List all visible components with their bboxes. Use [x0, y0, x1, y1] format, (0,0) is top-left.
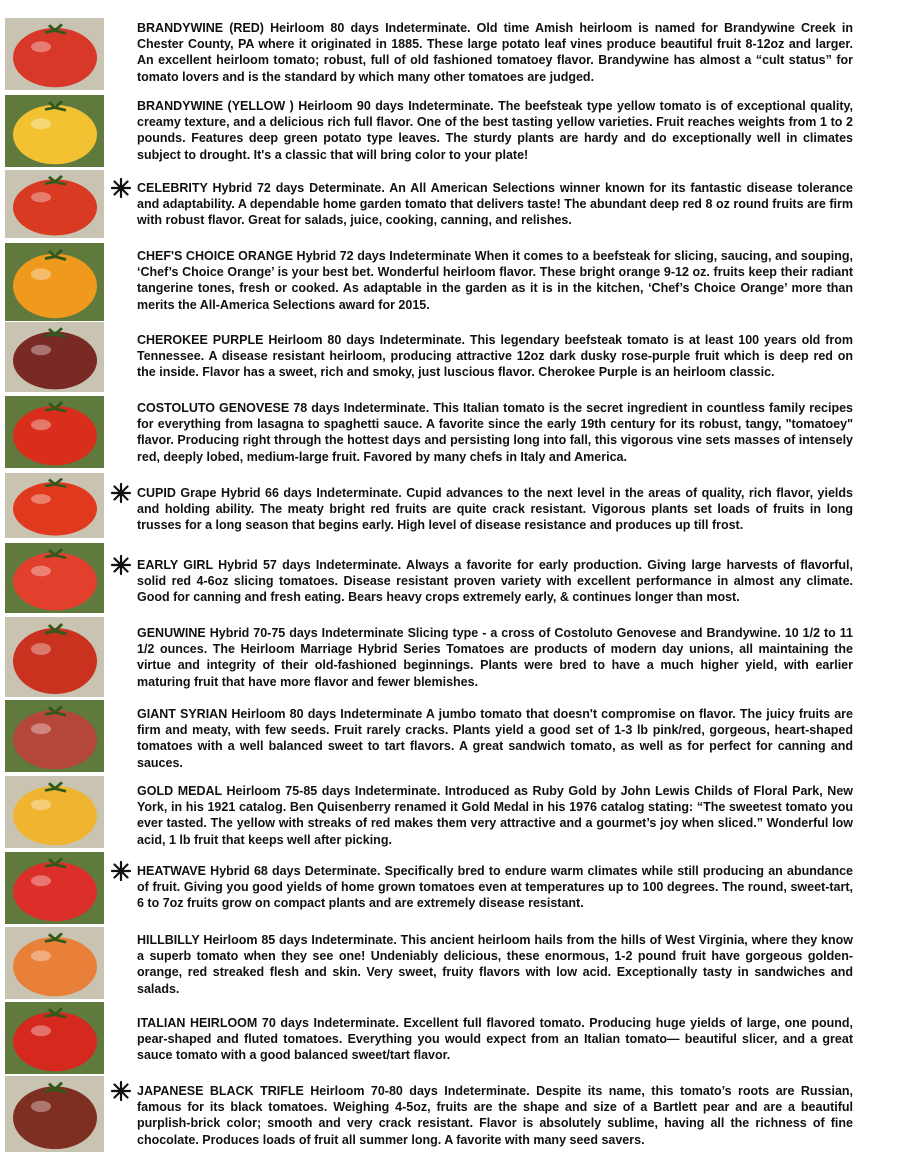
- tomato-photo: [5, 700, 104, 772]
- tomato-photo: [5, 1002, 104, 1074]
- variety-name: HEATWAVE: [137, 864, 206, 878]
- variety-name: EARLY GIRL: [137, 558, 213, 572]
- tomato-photo: [5, 95, 104, 167]
- variety-description: [137, 400, 853, 465]
- tomato-photo: [5, 543, 104, 613]
- variety-detail: Hybrid 72 days Determinate. An All American Selections winner known for its fantastic disease tolerance and adaptability. A dependable home garden tomato that delivers taste! The abundant deep red 8 oz round fruits are firm with robust flavor. Great for salads, juice, cooking, canning, and relishes.: [137, 181, 853, 228]
- variety-name: JAPANESE BLACK TRIFLE: [137, 1084, 304, 1098]
- variety-description: [137, 557, 853, 606]
- variety-detail: Heirloom 70-80 days Indeterminate. Despite its name, this tomato’s roots are Russian, famous for its black tomatoes. Weighing 4-5oz, fruits are the shape and size of a Bartlett pear and are a beautiful purplish-brick color; smooth and very crack resistant. Flavor is absolutely sublime, having all the richness of fine chocolate. Produces loads of fruit all summer long. A favorite with many seed savers.: [137, 1084, 854, 1147]
- variety-description: [137, 98, 853, 163]
- variety-name: HILLBILLY: [137, 933, 200, 947]
- variety-detail: Heirloom 85 days Indeterminate. This ancient heirloom hails from the hills of West Virginia, where they know a superb tomato when they see one! Undeniably delicious, these enormous, 1-2 pound fruit have gorgeous golden-orange, red streaked flesh and skin. Very sweet, fruity flavors with low acid. Exceptionally tasty in sandwiches and salads.: [137, 933, 853, 996]
- asterisk-icon: [110, 177, 132, 199]
- tomato-photo: [5, 617, 104, 697]
- variety-name: COSTOLUTO GENOVESE: [137, 401, 290, 415]
- variety-name: CELEBRITY: [137, 181, 208, 195]
- variety-detail: Heirloom 80 days Indeterminate. This legendary beefsteak tomato is at least 100 years old from Tennessee. A disease resistant heirloom, producing attractive 12oz dark dusky rose-purple fruit which is deep red on the inside. Flavor has a sweet, rich and smoky, just luscious flavor. Cherokee Purple is an heirloom classic.: [137, 333, 853, 380]
- variety-detail: 70 days Indeterminate. Excellent full flavored tomato. Producing huge yields of large, one pound, pear-shaped and fluted tomatoes. Everything you would expect from an Italian tomato— beautiful slicer, and a great sauce tomato with a good balanced sweet/tart flavor.: [137, 1016, 853, 1063]
- tomato-photo: [5, 473, 104, 538]
- variety-description: [137, 863, 853, 912]
- tomato-photo: [5, 170, 104, 238]
- variety-name: BRANDYWINE (RED): [137, 21, 264, 35]
- variety-description: [137, 1083, 853, 1148]
- asterisk-icon: [110, 1080, 132, 1102]
- variety-detail: Grape Hybrid 66 days Indeterminate. Cupid advances to the next level in the areas of quality, rich flavor, yields and holding ability. The meaty bright red fruits are quite crack resistant. Vigorous plants set loads of fruits in long trusses for a long season that begins early. High level of disease resistance and produces up till frost.: [137, 486, 853, 533]
- variety-detail: Heirloom 80 days Indeterminate. Old time Amish heirloom is named for Brandywine Creek in Chester County, PA where it originated in 1885. These large potato leaf vines produce beautiful fruit 8-12oz and larger. An excellent heirloom tomato; robust, full of old fashioned tomatoey flavor. Brandywine has almost a “cult status” for tomato lovers and is the standard by which many other tomatoes are judged.: [137, 21, 853, 84]
- variety-name: BRANDYWINE (YELLOW ): [137, 99, 294, 113]
- variety-name: GENUWINE: [137, 626, 206, 640]
- variety-description: [137, 485, 853, 534]
- asterisk-icon: [110, 860, 132, 882]
- variety-detail: Hybrid 72 days Indeterminate When it comes to a beefsteak for slicing, saucing, and souping, ‘Chef’s Choice Orange’ is your best bet. Wonderful heirloom flavor. These bright orange 9-12 oz. fruits keep their radiant tangerine tones, fresh or cooked. As adaptable in the garden as it is in the kitchen, ‘Chef’s Choice Orange’ more than merits the All-America Selections award for 2015.: [137, 249, 853, 312]
- tomato-photo: [5, 243, 104, 321]
- variety-detail: 78 days Indeterminate. This Italian tomato is the secret ingredient in countless family recipes for everything from lasagna to spaghetti sauce. A favorite since the early 19th century for its robust, tangy, "tomatoey" flavor. Producing right through the hottest days and persisting long into fall, this vigorous vine sets masses of intensely red, deeply lobed, medium-large fruit. Favored by many chefs in Italy and America.: [137, 401, 853, 464]
- variety-description: [137, 932, 853, 997]
- variety-detail: Heirloom 90 days Indeterminate. The beefsteak type yellow tomato is of exceptional quality, creamy texture, and a delicious rich full flavor. One of the best tasting yellow varieties. Fruit reaches weights from 1 to 2 pounds. Features deep green potato type leaves. The sturdy plants are hardy and do exceptionally well in climates subject to drought. It's a classic that will bring color to your plate!: [137, 99, 853, 162]
- variety-detail: Heirloom 80 days Indeterminate A jumbo tomato that doesn't compromise on flavor. The juicy fruits are firm and meaty, with few seeds. Fruit rarely cracks. Plants yield a good set of 1-3 lb pink/red, gorgeous, heart-shaped tomatoes with a well balanced sweet to tart flavors. A great sandwich tomato, as well as for perfect for canning and sauces.: [137, 707, 853, 770]
- variety-detail: Hybrid 57 days Indeterminate. Always a favorite for early production. Giving large harvests of flavorful, solid red 4-6oz slicing tomatoes. Disease resistant proven variety with excellent performance in almost any climate. Good for canning and fresh eating. Bears heavy crops extremely early, & continues longer than most.: [137, 558, 853, 605]
- tomato-photo: [5, 852, 104, 924]
- variety-description: [137, 248, 853, 313]
- tomato-photo: [5, 776, 104, 848]
- variety-name: CHEROKEE PURPLE: [137, 333, 264, 347]
- variety-name: GIANT SYRIAN: [137, 707, 228, 721]
- variety-name: GOLD MEDAL: [137, 784, 222, 798]
- variety-description: [137, 180, 853, 229]
- variety-detail: Hybrid 68 days Determinate. Specifically bred to endure warm climates while still producing an abundance of fruit. Giving you good yields of home grown tomatoes even at temperatures up to 100 degrees. The round, sweet-tart, 6 to 7oz fruits grow on compact plants and are extremely disease resistant.: [137, 864, 853, 911]
- asterisk-icon: [110, 482, 132, 504]
- variety-detail: Hybrid 70-75 days Indeterminate Slicing type - a cross of Costoluto Genovese and Brandywine. 10 1/2 to 11 1/2 ounces. The Heirloom Marriage Hybrid Series Tomatoes are products of modern day unions, all maintaining the virtue and integrity of their old-fashioned beginnings. Plants were bred to have a much higher yield, with earlier maturing fruit that have more flavor and fewer blemishes.: [137, 626, 853, 689]
- tomato-photo: [5, 927, 104, 999]
- variety-description: [137, 783, 853, 848]
- variety-description: [137, 625, 853, 690]
- variety-description: [137, 1015, 853, 1064]
- variety-detail: Heirloom 75-85 days Indeterminate. Introduced as Ruby Gold by John Lewis Childs of Floral Park, New York, in his 1921 catalog. Ben Quisenberry renamed it Gold Medal in his 1976 catalog stating: “The sweetest tomato you ever tasted. The yellow with streaks of red makes them very attractive and a gourmet’s joy when sliced.” Wonderful low acid, 1 lb fruit that keeps well after picking.: [137, 784, 853, 847]
- variety-name: ITALIAN HEIRLOOM: [137, 1016, 258, 1030]
- variety-description: [137, 20, 853, 85]
- tomato-photo: [5, 1076, 104, 1152]
- variety-description: [137, 706, 853, 771]
- tomato-photo: [5, 322, 104, 392]
- tomato-photo: [5, 396, 104, 468]
- variety-description: [137, 332, 853, 381]
- tomato-photo: [5, 18, 104, 90]
- asterisk-icon: [110, 554, 132, 576]
- variety-name: CUPID: [137, 486, 176, 500]
- variety-name: CHEF'S CHOICE ORANGE: [137, 249, 293, 263]
